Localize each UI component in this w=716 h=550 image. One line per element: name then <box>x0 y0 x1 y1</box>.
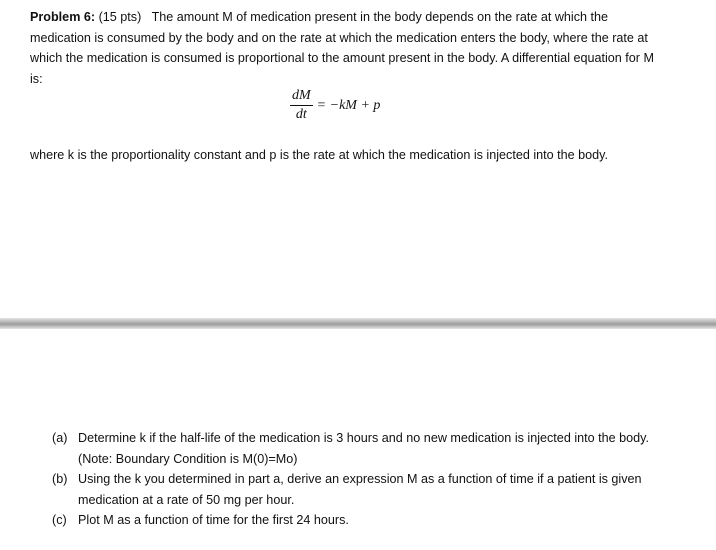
problem-part-b <box>52 469 672 510</box>
equation-rhs: = −kM + p <box>316 97 381 113</box>
problem-intro-text: The amount M of medication present in the body depends on the rate at which the medication is consumed by the body and on the rate at which the medication enters the body, where the rate at which the medication is consumed is proportional to the amount present in the body. A differential equation for M is: <box>30 10 654 86</box>
problem-intro <box>30 7 670 89</box>
part-label: (c) <box>52 513 67 528</box>
problem-part-a <box>52 428 672 469</box>
part-text: Plot M as a function of time for the first 24 hours. <box>78 513 349 528</box>
part-label: (b) <box>52 472 68 487</box>
problem-points: (15 pts) <box>98 10 142 24</box>
equation-explanation: where k is the proportionality constant and p is the rate at which the medication is injected into the body. <box>30 148 609 162</box>
equation-denominator: dt <box>295 107 307 122</box>
problem-part-c <box>52 510 672 531</box>
problem-heading: Problem 6: <box>30 10 96 24</box>
part-label: (a) <box>52 431 68 445</box>
part-text: Using the k you determined in part a, derive an expression M as a function of time if a patient is given medication at a rate of 50 mg per hour. <box>78 472 642 507</box>
page-divider <box>0 318 716 329</box>
equation-numerator: dM <box>290 88 313 106</box>
equation-fraction <box>290 88 313 123</box>
problem-parts-list <box>52 428 672 531</box>
differential-equation <box>290 88 380 123</box>
part-text: Determine k if the half-life of the medication is 3 hours and no new medication is injected into the body. (Note: Boundary Condition is M(0)=Mo) <box>78 431 649 466</box>
